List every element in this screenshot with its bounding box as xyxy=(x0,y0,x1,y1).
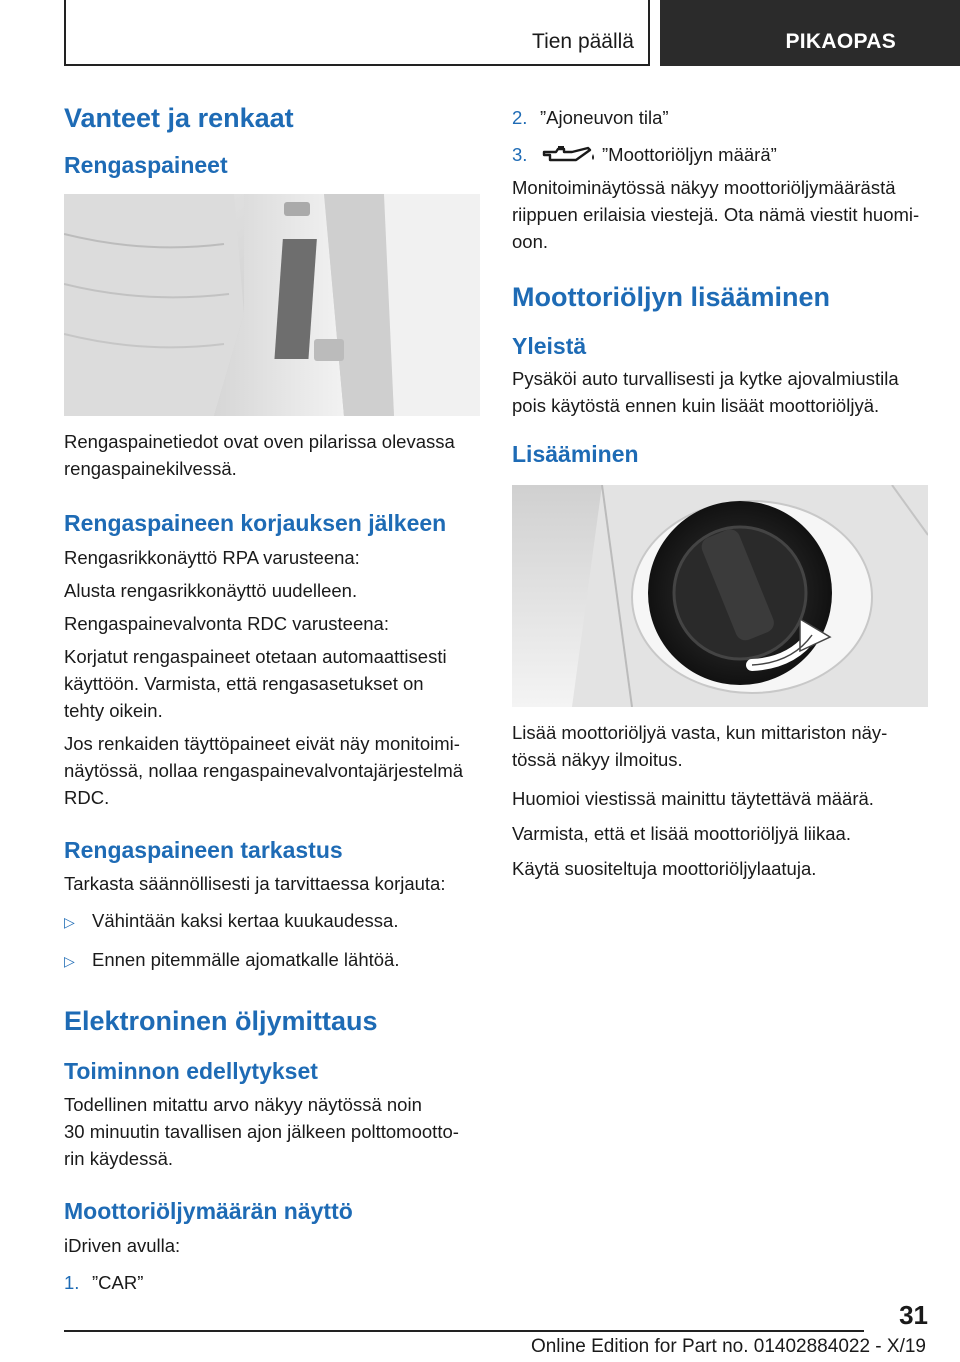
footer-edition-text: Online Edition for Part no. 01402884022 - X/19 xyxy=(530,1336,926,1357)
text-line: RDC. xyxy=(64,786,110,808)
text-line: Jos renkaiden täyttöpaineet eivät näy monitoimi- xyxy=(64,732,460,754)
step-item xyxy=(512,104,928,131)
heading-electronic-oil-measure: Elektroninen öljymittaus xyxy=(64,1006,378,1037)
text-line: Korjatut rengaspaineet otetaan automaattisesti xyxy=(64,645,447,667)
step-text: ”CAR” xyxy=(92,1271,144,1293)
text-line: näytössä, nollaa rengaspainevalvontajärjestelmä xyxy=(64,759,464,781)
para-recommended-oil: Käytä suositeltuja moottoriöljylaatuja. xyxy=(512,857,817,879)
step-number: 2. xyxy=(512,107,528,128)
step-text: ”Ajoneuvon tila” xyxy=(540,107,669,128)
heading-wheels-tires: Vanteet ja renkaat xyxy=(64,103,294,133)
triangle-bullet-icon: ▷ xyxy=(64,953,75,970)
bullet-text: Vähintään kaksi kertaa kuukaudessa. xyxy=(92,910,399,932)
footer-divider xyxy=(64,1330,864,1332)
para-rpa-init: Alusta rengasrikkonäyttö uudelleen. xyxy=(64,579,358,601)
para-check: Tarkasta säännöllisesti ja tarvittaessa korjauta: xyxy=(64,873,446,895)
left-column xyxy=(64,96,480,1296)
text-line: rengaspainekilvessä. xyxy=(64,457,237,479)
text-line: 30 minuutin tavallisen ajon jälkeen polttomootto- xyxy=(64,1121,459,1143)
step-number: 1. xyxy=(64,1271,80,1293)
para-rpa: Rengasrikkonäyttö RPA varusteena: xyxy=(64,546,360,568)
text-line: Lisää moottoriöljyä vasta, kun mittariston näy- xyxy=(512,721,888,743)
text-line: oon. xyxy=(512,231,549,252)
triangle-bullet-icon: ▷ xyxy=(64,914,75,931)
para-rdc: Rengaspainevalvonta RDC varusteena: xyxy=(64,612,389,634)
door-pillar-photo xyxy=(64,194,480,416)
heading-oil-level-display: Moottoriöljymäärän näyttö xyxy=(64,1198,353,1225)
text-line: tehty oikein. xyxy=(64,699,163,721)
para-idrive: iDriven avulla: xyxy=(64,1234,181,1256)
text-line: pois käytöstä ennen kuin lisäät moottoriöljyä. xyxy=(512,394,880,416)
header-section-box xyxy=(64,0,650,66)
header-chapter-tab xyxy=(660,0,960,66)
text-line: Monitoiminäytössä näkyy moottoriöljymäärästä xyxy=(512,177,896,198)
step-number: 3. xyxy=(512,144,528,165)
bullet-text: Ennen pitemmälle ajomatkalle lähtöä. xyxy=(92,949,400,971)
step-item xyxy=(512,141,928,168)
oil-filler-cap-image xyxy=(512,485,928,707)
text-line: riippuen erilaisia viestejä. Ota nämä viestit huomi- xyxy=(512,204,920,225)
oil-filler-cap-photo xyxy=(512,485,928,707)
para-rdc-adopted xyxy=(64,643,480,724)
text-line: tössä näkyy ilmoitus. xyxy=(512,748,683,770)
para-rdc-reset xyxy=(64,730,480,811)
step-item xyxy=(64,1269,480,1296)
para-add-when xyxy=(512,719,928,773)
text-line: Pysäköi auto turvallisesti ja kytke ajovalmiustila xyxy=(512,367,899,389)
heading-after-repair: Rengaspaineen korjauksen jälkeen xyxy=(64,509,447,536)
heading-pressure-check: Rengaspaineen tarkastus xyxy=(64,836,343,863)
page-number: 31 xyxy=(899,1300,928,1330)
oil-can-icon xyxy=(540,144,602,166)
text-line: Rengaspainetiedot ovat oven pilarissa olevassa xyxy=(64,430,455,452)
right-column xyxy=(512,96,928,882)
text-line: käyttöön. Varmista, että rengasasetukset on xyxy=(64,672,424,694)
heading-adding-engine-oil: Moottoriöljyn lisääminen xyxy=(512,282,831,312)
para-oil-messages xyxy=(512,174,928,255)
heading-tire-pressure: Rengaspaineet xyxy=(64,152,228,179)
door-pillar-image xyxy=(64,194,480,416)
header-section-title: Tien päällä xyxy=(532,30,634,53)
para-note-amount: Huomioi viestissä mainittu täytettävä määrä. xyxy=(512,787,874,809)
heading-conditions: Toiminnon edellytykset xyxy=(64,1057,318,1084)
heading-general: Yleistä xyxy=(512,333,587,360)
list-item xyxy=(64,907,480,936)
para-not-too-much: Varmista, että et lisää moottoriöljyä liikaa. xyxy=(512,822,851,844)
heading-adding: Lisääminen xyxy=(512,440,639,467)
text-line: Todellinen mitattu arvo näkyy näytössä noin xyxy=(64,1094,422,1116)
para-general xyxy=(512,365,928,419)
text-line: rin käydessä. xyxy=(64,1148,173,1170)
header-chapter-title: PIKAOPAS xyxy=(785,30,896,53)
list-item xyxy=(64,946,480,975)
step-text: ”Moottoriöljyn määrä” xyxy=(602,144,777,165)
para-conditions xyxy=(64,1091,480,1172)
para-pressure-location xyxy=(64,428,480,482)
